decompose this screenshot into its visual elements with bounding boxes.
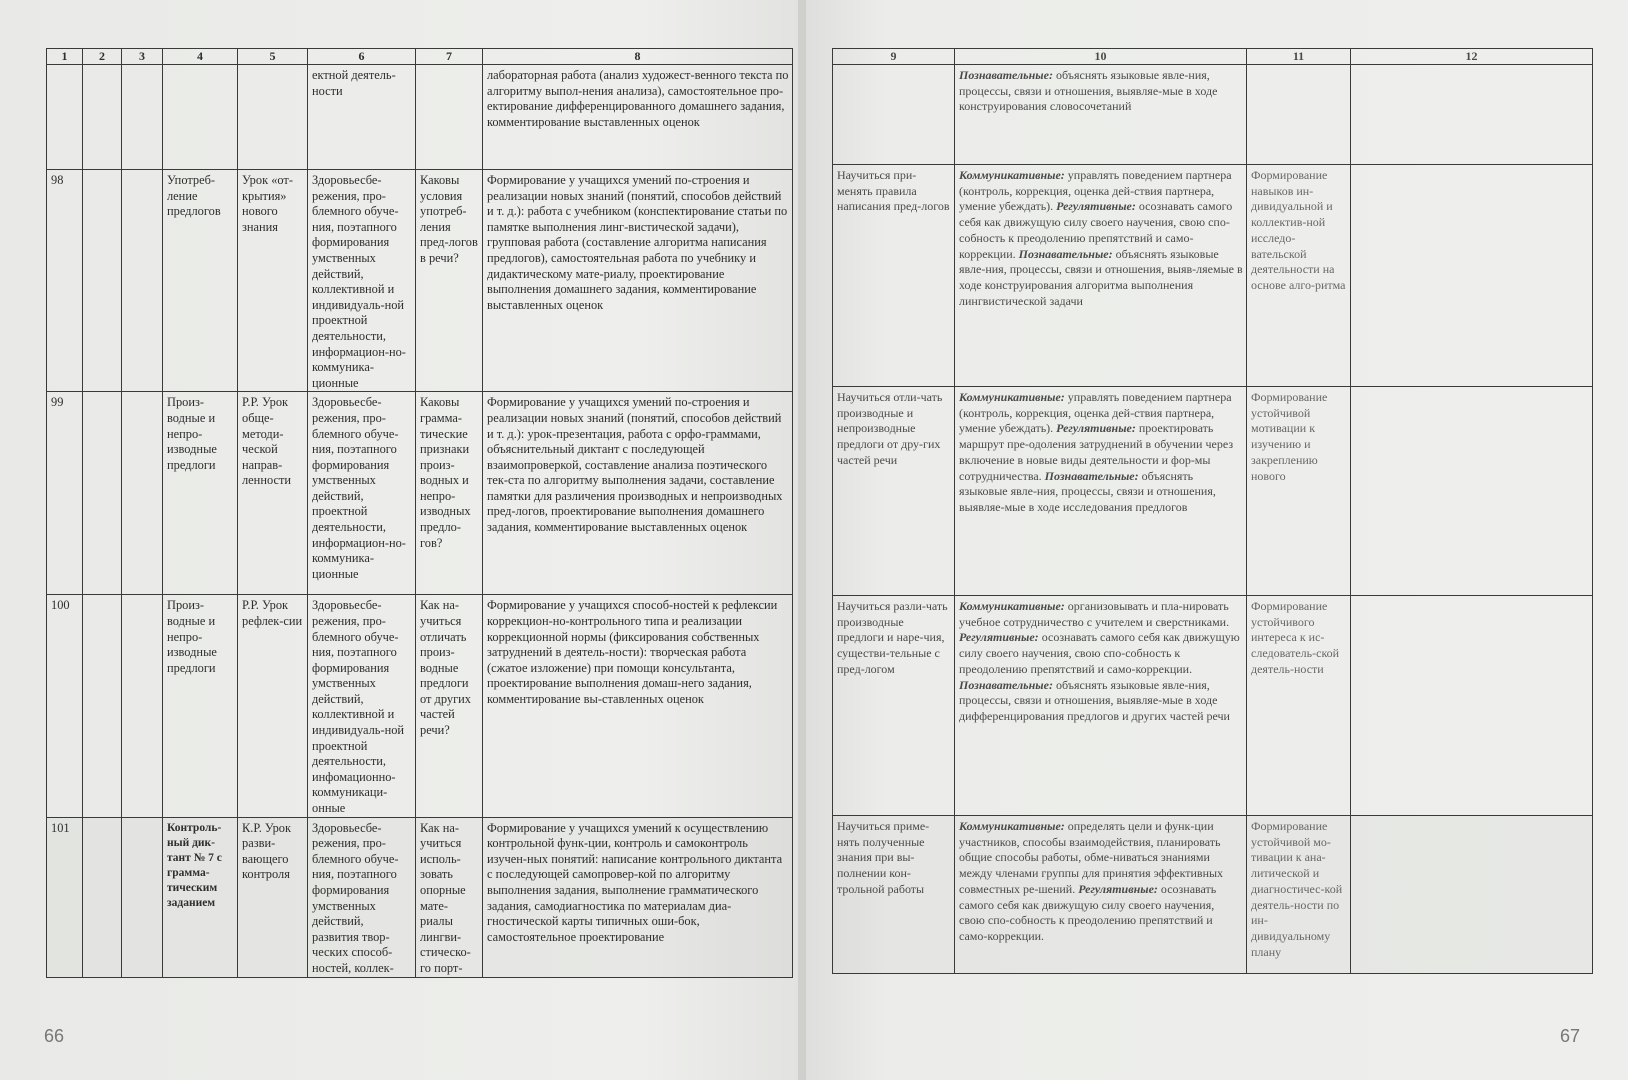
technologies-cell: Здоровьесбе-режения, про-блемного обуче-ния, поэтапного формирования умственных действий, коллективной и индивидуаль-ной проектной деятельности, инфомационно-коммуникаци-онные xyxy=(308,595,416,817)
activities-cell: Формирование у учащихся умений по-строения и реализации новых знаний (понятий, способов действий и т. д.): работа с учебником (конспектирование статьи по памятке выполнения линг-вистической задачи), групповая работа (составление алгоритма написания предлогов), самостоятельная работа по учебнику и дидактическому мате-риалу, проектирование выполнения домашнего задания, комментирование выставленных оценок xyxy=(483,170,793,392)
table-row xyxy=(833,387,1593,596)
subject-result-cell: Научиться разли-чать производные предлоги и наре-чия, существи-тельные с пред-логом xyxy=(833,596,955,816)
topic-cell: Произ-водные и непро-изводные предлоги xyxy=(163,595,238,817)
lesson-number: 98 xyxy=(47,170,83,392)
uud-text: проектировать маршрут пре-одоления затруднений в обучении через включение в новые виды деятельности и фор-мы сотрудничества. xyxy=(959,421,1234,483)
problem-cell: Как на-учиться исполь-зовать опорные мате-риалы лингви-стическо-го порт- xyxy=(416,817,483,977)
uud-label: Познавательные: xyxy=(959,68,1053,82)
lesson-number: 100 xyxy=(47,595,83,817)
problem-cell: Каковы грамма-тические признаки произ-водных и непро-изводных предло-гов? xyxy=(416,392,483,595)
uud-text: объяснять языковые явле-ния, процессы, связи и отношения, выяв-ляемые в ходе конструирования алгоритма выполнения лингвистической задачи xyxy=(959,246,1243,308)
table-row xyxy=(47,595,793,817)
lesson-type-cell: Урок «от-крытия» нового знания xyxy=(238,170,308,392)
page-number-left: 66 xyxy=(44,1026,65,1046)
uud-label: Коммуникативные: xyxy=(959,599,1065,613)
activities-cell: Формирование у учащихся умений по-строения и реализации новых знаний (понятий, способов действий и т. д.): урок-презентация, работа с орфо-граммами, объяснительный диктант с последующей взаимопроверкой, составление анализа поэтического тек-ста по алгоритму выполнения задачи, составление памятки для различения производных и непроизводных пред-логов, проектирование выполнения домашнего задания, комментирование выставленных оценок xyxy=(483,392,793,595)
uud-text: управлять поведением партнера (контроль, коррекция, оценка дей-ствия партнера, умение убеждать). xyxy=(959,168,1232,214)
col-header-8: 8 xyxy=(483,49,793,65)
uud-cell xyxy=(955,387,1247,596)
uud-text: осознавать самого себя как движущую силу своего научения, свою спо-собность к преодолению препятствий и само-коррекции. xyxy=(959,881,1217,943)
uud-label: Регулятивные: xyxy=(1078,881,1158,896)
lesson-type-cell: Р.Р. Урок рефлек-сии xyxy=(238,595,308,817)
uud-label: Коммуникативные: xyxy=(959,819,1065,833)
table-row xyxy=(833,596,1593,816)
uud-text: объяснять языковые явле-ния, процессы, связи и отношения, выявляе-мые в ходе исследования предлогов xyxy=(959,468,1216,514)
uud-label: Коммуникативные: xyxy=(959,390,1065,404)
uud-label: Познавательные: xyxy=(1044,468,1139,483)
uud-text: объяснять языковые явле-ния, процессы, связи и отношения, выявляе-мые в ходе дифференцирования предлогов и других частей речи xyxy=(959,677,1230,723)
lesson-type-cell: К.Р. Урок разви-вающего контроля xyxy=(238,817,308,977)
col-header-1: 1 xyxy=(47,49,83,65)
topic-cell: Произ-водные и непро-изводные предлоги xyxy=(163,392,238,595)
technologies-cell: ектной деятель-ности xyxy=(308,65,416,170)
header-row xyxy=(47,49,793,65)
topic-cell: Контроль-ный дик-тант № 7 с грамма-тическим заданием xyxy=(163,817,238,977)
col-header-7: 7 xyxy=(416,49,483,65)
technologies-cell: Здоровьесбе-режения, про-блемного обуче-ния, поэтапного формирования умственных действий, проектной деятельности, информацион-но-коммуника-ционные xyxy=(308,392,416,595)
col-header-9: 9 xyxy=(833,49,955,65)
header-row xyxy=(833,49,1593,65)
table-row xyxy=(47,817,793,977)
problem-cell: Как на-учиться отличать произ-водные предлоги от других частей речи? xyxy=(416,595,483,817)
activities-cell: лабораторная работа (анализ художест-венного текста по алгоритму выпол-нения анализа), самостоятельное про-ектирование дифференцированного домашнего задания, комментирование выставленных оценок xyxy=(483,65,793,170)
col-header-11: 11 xyxy=(1247,49,1351,65)
uud-text: осознавать самого себя как движущую силу своего научения, свою спо-собность к преодолению препятствий и само-коррекции. xyxy=(959,630,1240,676)
table-row-continuation xyxy=(833,65,1593,165)
uud-text: определять цели и функ-ции участников, способы взаимодействия, планировать общие способы работы, обме-ниваться знаниями между членами группы для принятия эффективных совместных ре-шений. xyxy=(959,819,1224,896)
col-header-5: 5 xyxy=(238,49,308,65)
technologies-cell: Здоровьесбе-режения, про-блемного обуче-ния, поэтапного формирования умственных действий, коллективной и индивидуаль-ной проектной деятельности, информацион-но-коммуника-ционные xyxy=(308,170,416,392)
subject-result-cell: Научиться при-менять правила написания пред-логов xyxy=(833,165,955,387)
uud-text: объяснять языковые явле-ния, процессы, связи и отношения, выявляе-мые в ходе конструирования словосочетаний xyxy=(959,68,1218,114)
book-gutter xyxy=(798,0,806,1080)
lesson-plan-table-left xyxy=(46,48,793,978)
table-row xyxy=(833,816,1593,974)
uud-label: Коммуникативные: xyxy=(959,168,1065,182)
personal-result-cell: Формирование устойчивой мо-тивации к ана-литической и диагностичес-кой деятель-ности по ин-дивидуальному плану xyxy=(1247,816,1351,974)
uud-text: осознавать самого себя как движущую силу своего научения, свою спо-собность к преодолению препятствий и само-коррекции. xyxy=(959,199,1233,261)
uud-text: управлять поведением партнера (контроль, коррекция, оценка дей-ствия партнера, умение убеждать). xyxy=(959,390,1232,436)
activities-cell: Формирование у учащихся способ-ностей к рефлексии коррекцион-но-контрольного типа и реализации коррекционной нормы (фиксирования собственных затруднений в деятель-ности): творческая работа (сжатое изложение) при помощи консультанта, проектирование выполнения домаш-него задания, комментирование вы-ставленных оценок xyxy=(483,595,793,817)
subject-result-cell: Научиться отли-чать производные и непроизводные предлоги от дру-гих частей речи xyxy=(833,387,955,596)
uud-cell xyxy=(955,596,1247,816)
uud-label: Познавательные: xyxy=(959,677,1053,692)
col-header-6: 6 xyxy=(308,49,416,65)
problem-cell: Каковы условия употреб-ления пред-логов в речи? xyxy=(416,170,483,392)
personal-result-cell: Формирование навыков ин-дивидуальной и коллектив-ной исследо-вательской деятельности на основе алго-ритма xyxy=(1247,165,1351,387)
table-row xyxy=(833,165,1593,387)
personal-result-cell: Формирование устойчивого интереса к ис-следователь-ской деятель-ности xyxy=(1247,596,1351,816)
col-header-10: 10 xyxy=(955,49,1247,65)
uud-label: Регулятивные: xyxy=(1056,421,1136,436)
personal-result-cell: Формирование устойчивой мотивации к изучению и закреплению нового xyxy=(1247,387,1351,596)
uud-cell xyxy=(955,816,1247,974)
col-header-12: 12 xyxy=(1351,49,1593,65)
uud-label: Регулятивные: xyxy=(1056,199,1136,214)
lesson-number: 101 xyxy=(47,817,83,977)
lesson-plan-table-right xyxy=(832,48,1593,974)
uud-cell xyxy=(955,165,1247,387)
table-row-continuation xyxy=(47,65,793,170)
lesson-number: 99 xyxy=(47,392,83,595)
activities-cell: Формирование у учащихся умений к осуществлению контрольной функ-ции, контроль и самоконтроль изучен-ных понятий: написание контрольного диктанта с последующей самопровер-кой по алгоритму выполнения задания, выполнение грамматического задания, самодиагностика по материалам диа-гностической карты типичных оши-бок, самостоятельное проектирование xyxy=(483,817,793,977)
topic-cell: Употреб-ление предлогов xyxy=(163,170,238,392)
technologies-cell: Здоровьесбе-режения, про-блемного обуче-ния, поэтапного формирования умственных действий, развития твор-ческих способ-ностей, коллек- xyxy=(308,817,416,977)
col-header-2: 2 xyxy=(83,49,122,65)
page-number-right: 67 xyxy=(1560,1026,1581,1046)
uud-text: организовывать и пла-нировать учебное сотрудничество с учителем и сверстниками. xyxy=(959,599,1230,629)
subject-result-cell: Научиться приме-нять полученные знания при вы-полнении кон-трольной работы xyxy=(833,816,955,974)
table-row xyxy=(47,392,793,595)
col-header-3: 3 xyxy=(122,49,163,65)
lesson-type-cell: Р.Р. Урок обще-методи-ческой направ-ленности xyxy=(238,392,308,595)
uud-label: Познавательные: xyxy=(1018,246,1113,261)
col-header-4: 4 xyxy=(163,49,238,65)
uud-label: Регулятивные: xyxy=(959,630,1039,645)
uud-cell xyxy=(955,65,1247,165)
table-row xyxy=(47,170,793,392)
